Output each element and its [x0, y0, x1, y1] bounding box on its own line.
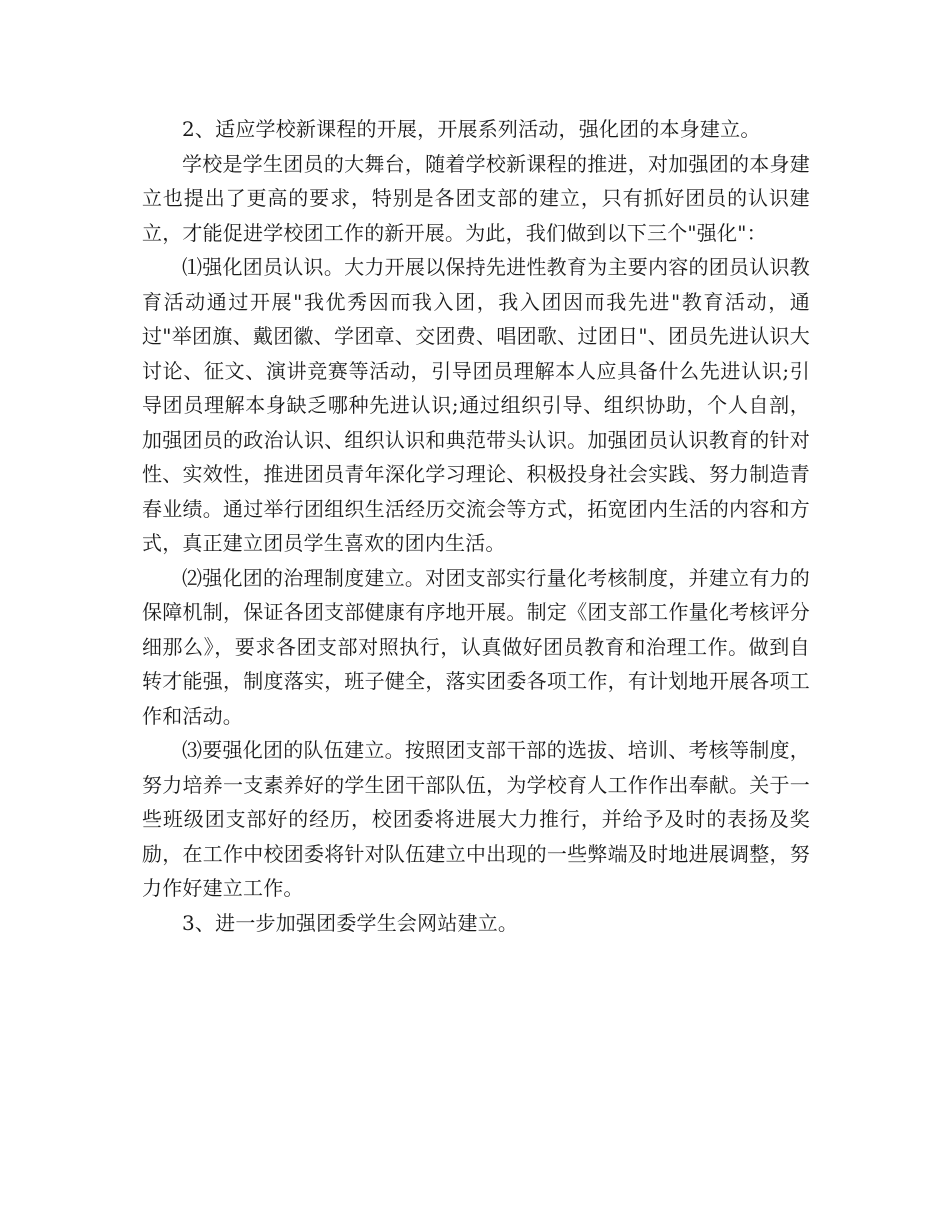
- paragraph-item-2: ⑵强化团的治理制度建立。对团支部实行量化考核制度，并建立有力的保障机制，保证各团支部健康有序地开展。制定《团支部工作量化考核评分细那么》，要求各团支部对照执行，认真做好团员教育和治理工作。做到自转才能强，制度落实，班子健全，落实团委各项工作，有计划地开展各项工作和活动。: [142, 565, 810, 728]
- paragraph-item-1: ⑴强化团员认识。大力开展以保持先进性教育为主要内容的团员认识教育活动通过开展"我优秀因而我入团，我入团因而我先进"教育活动，通过"举团旗、戴团徽、学团章、交团费、唱团歌、过团日"、团员先进认识大讨论、征文、演讲竞赛等活动，引导团员理解本人应具备什么先进认识;引导团员理解本身缺乏哪种先进认识;通过组织引导、组织协助，个人自剖，加强团员的政治认识、组织认识和典范带头认识。加强团员认识教育的针对性、实效性，推进团员青年深化学习理论、积极投身社会实践、努力制造青春业绩。通过举行团组织生活经历交流会等方式，拓宽团内生活的内容和方式，真正建立团员学生喜欢的团内生活。: [142, 255, 810, 555]
- paragraph-intro: 学校是学生团员的大舞台，随着学校新课程的推进，对加强团的本身建立也提出了更高的要求，特别是各团支部的建立，只有抓好团员的认识建立，才能促进学校团工作的新开展。为此，我们做到以下三个"强化"：: [142, 151, 810, 245]
- paragraph-item-3: ⑶要强化团的队伍建立。按照团支部干部的选拔、培训、考核等制度，努力培养一支素养好的学生团干部队伍，为学校育人工作作出奉献。关于一些班级团支部好的经历，校团委将进展大力推行，并给予及时的表扬及奖励，在工作中校团委将针对队伍建立中出现的一些弊端及时地进展调整，努力作好建立工作。: [142, 738, 810, 900]
- paragraph-heading-3: 3、进一步加强团委学生会网站建立。: [182, 910, 519, 935]
- document-body: [142, 112, 810, 940]
- paragraph-heading-2: 2、适应学校新课程的开展，开展系列活动，强化团的本身建立。: [182, 117, 761, 141]
